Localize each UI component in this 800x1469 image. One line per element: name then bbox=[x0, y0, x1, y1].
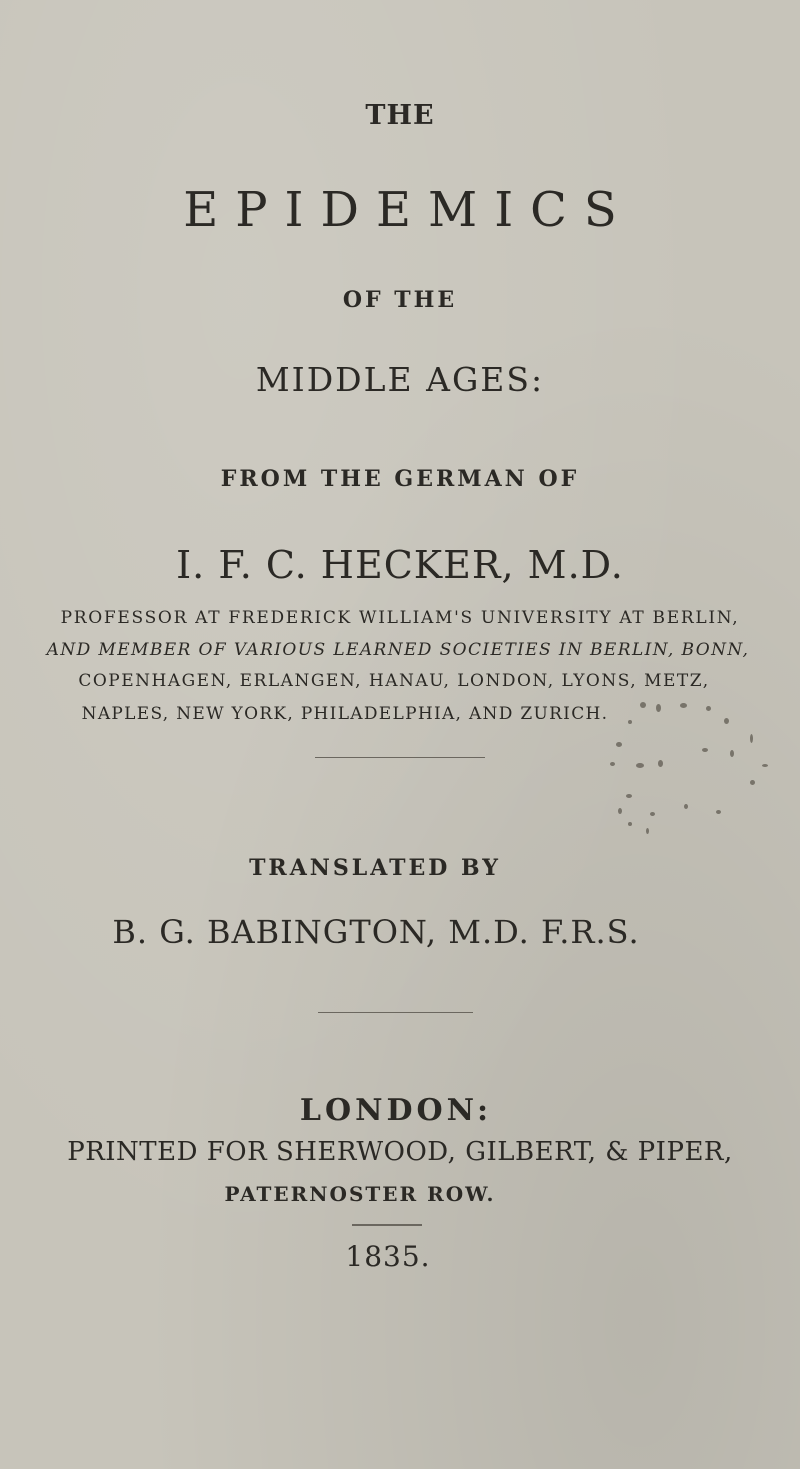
main-title: EPIDEMICS bbox=[183, 182, 634, 238]
author-name: I. F. C. HECKER, M.D. bbox=[176, 543, 624, 587]
publisher-street: PATERNOSTER ROW. bbox=[224, 1182, 496, 1206]
the-label: THE bbox=[365, 100, 435, 131]
credentials-line-2: AND MEMBER OF VARIOUS LEARNED SOCIETIES IN BERLIN, BONN, bbox=[46, 640, 750, 660]
printed-for: PRINTED FOR SHERWOOD, GILBERT, & PIPER, bbox=[67, 1137, 733, 1167]
translated-by-label: TRANSLATED BY bbox=[249, 855, 501, 881]
divider-rule-1 bbox=[315, 757, 485, 758]
credentials-line-1: PROFESSOR AT FREDERICK WILLIAM'S UNIVERSITY AT BERLIN, bbox=[60, 608, 740, 628]
translator-name: B. G. BABINGTON, M.D. F.R.S. bbox=[112, 913, 640, 951]
subtitle: MIDDLE AGES: bbox=[255, 360, 545, 399]
from-german-label: FROM THE GERMAN OF bbox=[220, 466, 580, 492]
of-the-label: OF THE bbox=[342, 287, 458, 313]
divider-rule-2 bbox=[318, 1012, 473, 1013]
publisher-city: LONDON: bbox=[299, 1093, 493, 1128]
credentials-line-4: NAPLES, NEW YORK, PHILADELPHIA, AND ZURICH. bbox=[81, 704, 609, 724]
publication-year: 1835. bbox=[345, 1240, 431, 1273]
divider-rule-3 bbox=[352, 1224, 422, 1226]
ink-speckles bbox=[610, 700, 790, 840]
credentials-line-3: COPENHAGEN, ERLANGEN, HANAU, LONDON, LYONS, METZ, bbox=[78, 671, 710, 691]
